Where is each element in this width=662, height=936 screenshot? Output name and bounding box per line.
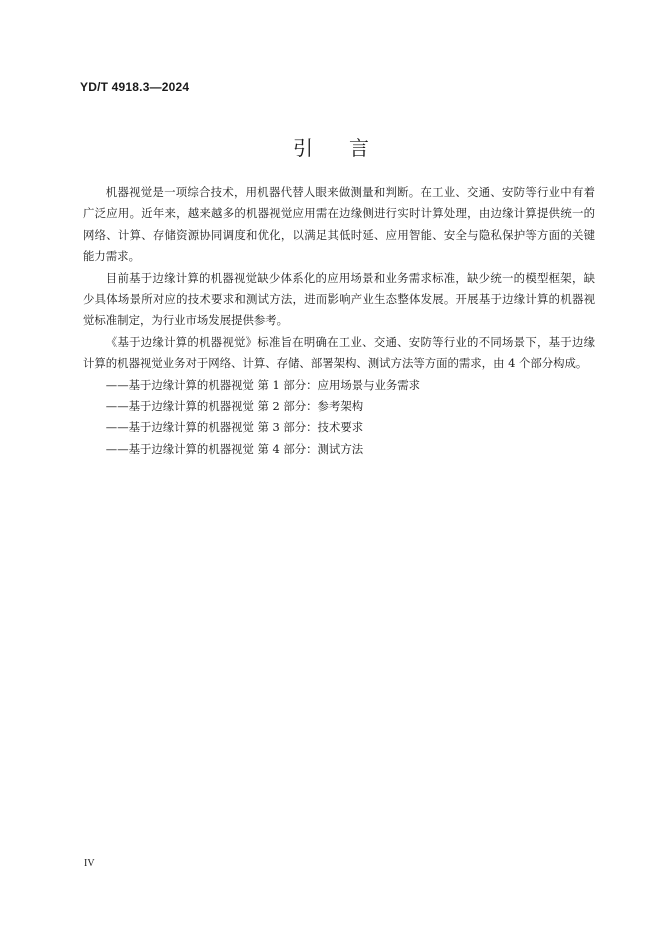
paragraph-standard-scope: 《基于边缘计算的机器视觉》标准旨在明确在工业、交通、安防等行业的不同场景下，基于边缘计算的机器视觉业务对于网络、计算、存储、部署架构、测试方法等方面的需求，由 4 个部分构成。 <box>83 334 595 371</box>
paragraph-intro: 机器视觉是一项综合技术，用机器代替人眼来做测量和判断。在工业、交通、安防等行业中有着广泛应用。近年来，越来越多的机器视觉应用需在边缘侧进行实时计算处理，由边缘计算提供统一的网络、计算、存储资源协同调度和优化，以满足其低时延、应用智能、安全与隐私保护等方面的关键能力需求。 <box>83 185 595 264</box>
list-item: ——基于边缘计算的机器视觉 第 2 部分：参考架构 <box>105 399 364 414</box>
page-number: IV <box>84 858 95 869</box>
section-title: 引言 <box>293 136 405 160</box>
list-item: ——基于边缘计算的机器视觉 第 1 部分：应用场景与业务需求 <box>105 377 421 392</box>
list-item: ——基于边缘计算的机器视觉 第 3 部分：技术要求 <box>105 420 364 435</box>
list-item: ——基于边缘计算的机器视觉 第 4 部分：测试方法 <box>105 441 364 456</box>
parts-list <box>83 375 595 461</box>
document-code: YD/T 4918.3—2024 <box>80 80 190 94</box>
introduction-body <box>83 182 595 460</box>
paragraph-current-state: 目前基于边缘计算的机器视觉缺少体系化的应用场景和业务需求标准，缺少统一的模型框架，缺少具体场景所对应的技术要求和测试方法，进而影响产业生态整体发展。开展基于边缘计算的机器视觉标准制定，为行业市场发展提供参考。 <box>83 270 595 328</box>
